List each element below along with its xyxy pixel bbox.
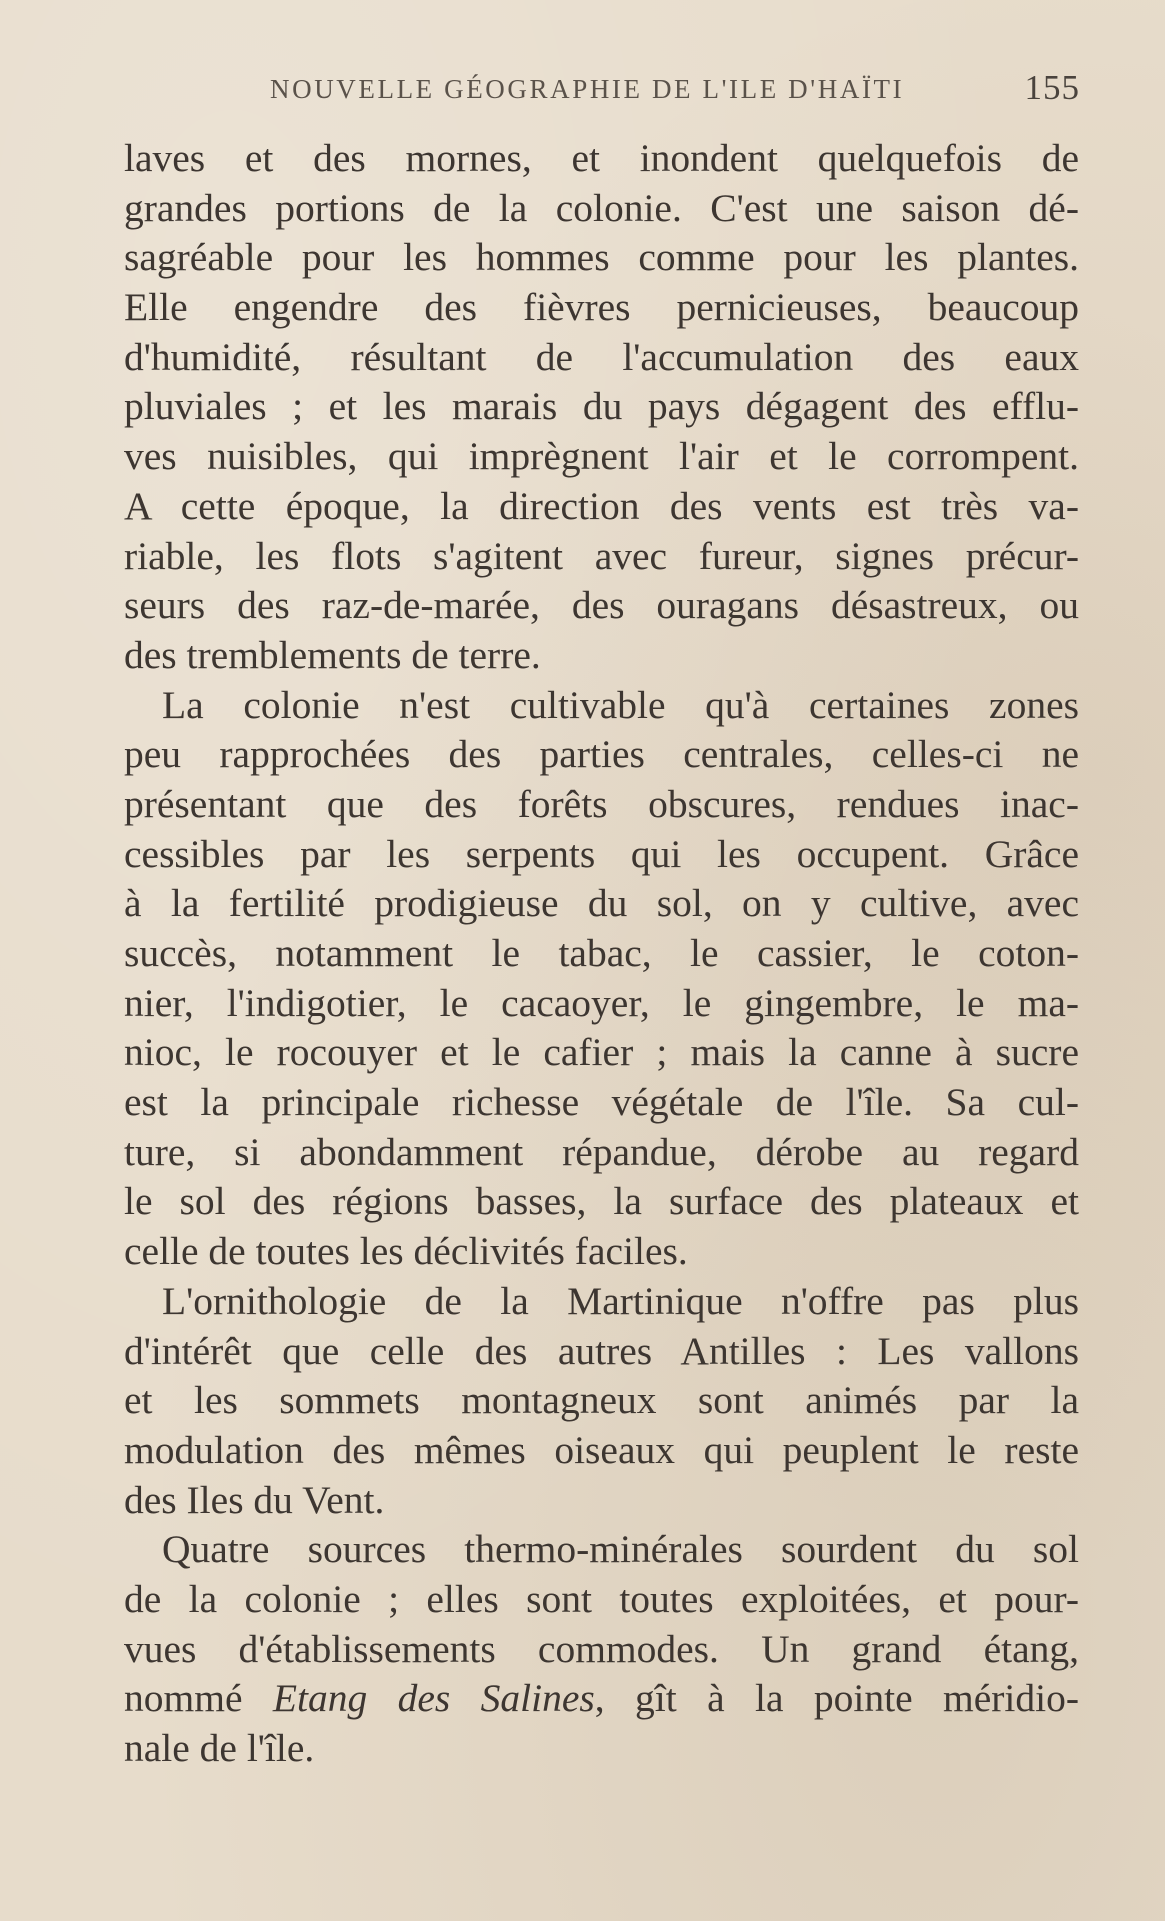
paragraph-ornithology: [124, 1277, 1079, 1525]
text-line: nale de l'île.: [124, 1726, 315, 1770]
text-before-italic: nommé: [124, 1676, 273, 1721]
text-line: présentant que des forêts obscures, rendues inac-: [124, 781, 1079, 826]
text-line: laves et des mornes, et inondent quelquefois de: [124, 136, 1079, 180]
text-line: L'ornithologie de la Martinique n'offre pas plus: [162, 1278, 1079, 1323]
text-line: riable, les flots s'agitent avec fureur, signes précur-: [124, 533, 1079, 578]
text-line: A cette époque, la direction des vents est très va-: [124, 483, 1079, 528]
text-line: à la fertilité prodigieuse du sol, on y cultive, avec: [124, 881, 1079, 926]
text-line: modulation des mêmes oiseaux qui peuplent le reste: [124, 1427, 1079, 1472]
text-line: et les sommets montagneux sont animés par la: [124, 1378, 1079, 1423]
text-line: nier, l'indigotier, le cacaoyer, le gingembre, le ma-: [124, 980, 1079, 1025]
text-line: est la principale richesse végétale de l'île. Sa cul-: [124, 1080, 1079, 1125]
italic-place-name: Etang des Salines: [272, 1676, 595, 1721]
paragraph-cultivation: [124, 681, 1079, 1277]
text-line: nioc, le rocouyer et le cafier ; mais la canne à sucre: [124, 1030, 1079, 1075]
text-line: succès, notamment le tabac, le cassier, le coton-: [124, 931, 1079, 975]
paragraph-rainy-season: [124, 134, 1079, 681]
text-line: pluviales ; et les marais du pays dégagent des efflu-: [124, 384, 1079, 429]
text-line: cessibles par les serpents qui les occupent. Grâce: [124, 831, 1079, 876]
running-head: [120, 68, 1080, 118]
paragraph-thermal-springs: [124, 1525, 1079, 1773]
text-line: ture, si abondamment répandue, dérobe au regard: [124, 1129, 1079, 1174]
text-line: Elle engendre des fièvres pernicieuses, beaucoup: [124, 285, 1079, 330]
text-line: celle de toutes les déclivités faciles.: [124, 1229, 688, 1274]
text-line: ves nuisibles, qui imprègnent l'air et le corrompent.: [124, 434, 1079, 479]
text-line: des tremblements de terre.: [124, 632, 541, 677]
body-text: [124, 134, 1079, 1774]
page-number: 155: [1024, 68, 1080, 107]
text-line-with-italic: [124, 1674, 1079, 1724]
text-after-italic: , gît à la pointe méridio-: [594, 1676, 1080, 1721]
text-line: d'humidité, résultant de l'accumulation des eaux: [124, 334, 1079, 379]
text-line: d'intérêt que celle des autres Antilles : Les vallons: [124, 1328, 1079, 1373]
text-line: sagréable pour les hommes comme pour les plantes.: [124, 235, 1079, 280]
text-line: grandes portions de la colonie. C'est une saison dé-: [124, 185, 1079, 230]
text-line: seurs des raz-de-marée, des ouragans désastreux, ou: [124, 583, 1079, 628]
text-line: La colonie n'est cultivable qu'à certaines zones: [162, 682, 1079, 727]
running-head-title: NOUVELLE GÉOGRAPHIE DE L'ILE D'HAÏTI: [270, 74, 905, 104]
text-line: des Iles du Vent.: [124, 1477, 385, 1522]
text-line: Quatre sources thermo-minérales sourdent du sol: [162, 1527, 1079, 1572]
text-line: peu rapprochées des parties centrales, celles-ci ne: [124, 732, 1079, 777]
text-line: le sol des régions basses, la surface des plateaux et: [124, 1179, 1079, 1224]
text-line: de la colonie ; elles sont toutes exploitées, et pour-: [124, 1576, 1079, 1621]
text-line: vues d'établissements commodes. Un grand étang,: [124, 1626, 1079, 1671]
